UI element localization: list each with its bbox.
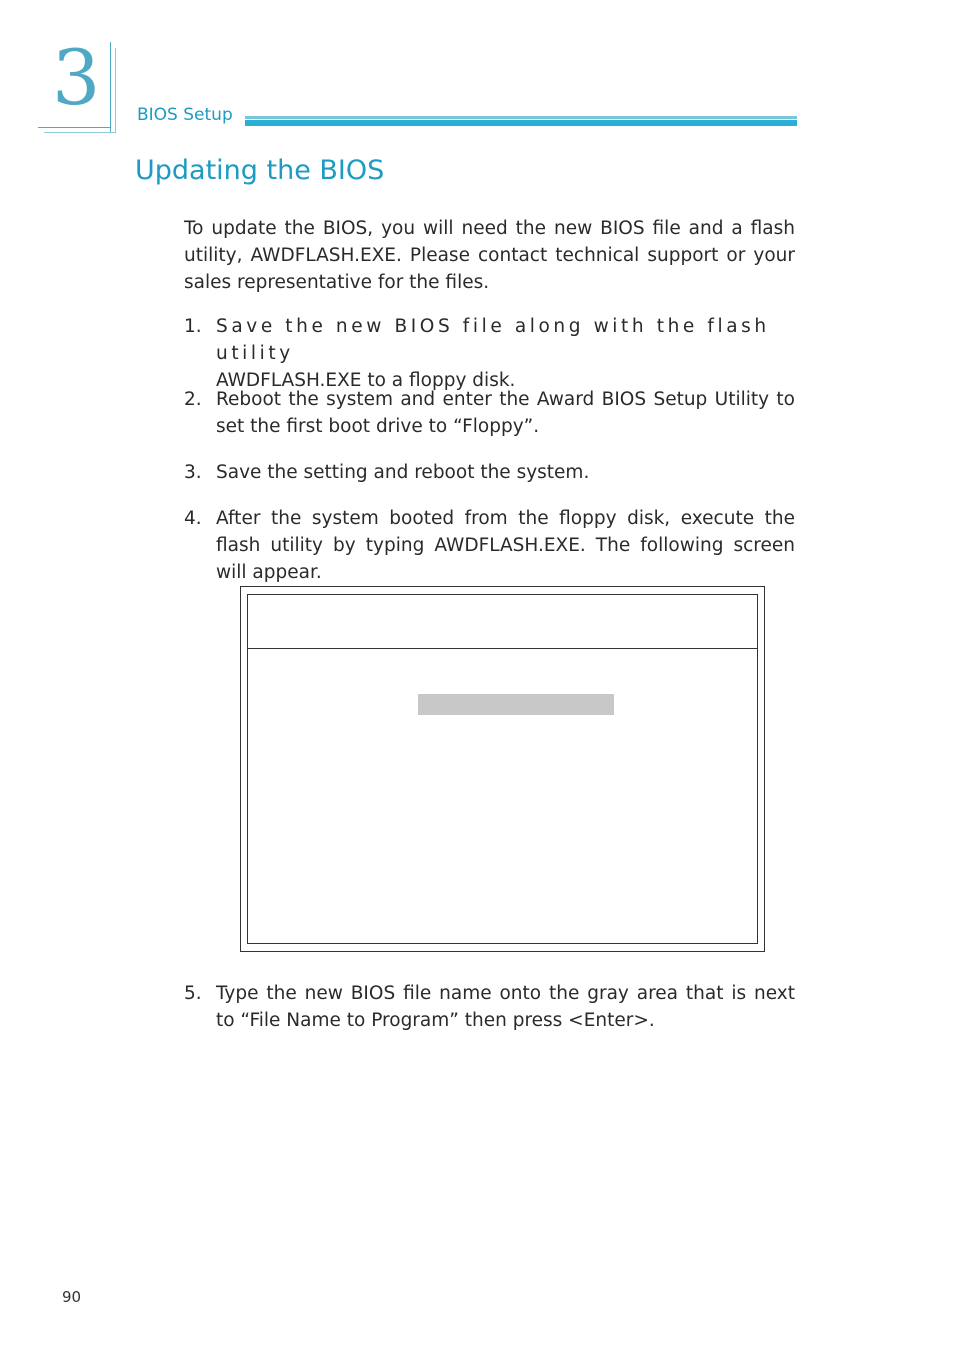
intro-paragraph: To update the BIOS, you will need the new BIOS file and a flash utility, AWDFLASH.EXE. Please contact technical support or your sales representative for the files. [184,218,795,293]
chapter-frame-line [44,132,116,133]
step-number: 1. [184,316,202,337]
chapter-frame-line [38,127,110,128]
step-text: Save the setting and reboot the system. [216,462,590,483]
page-number: 90 [62,1288,82,1306]
page-title: Updating the BIOS [135,155,385,186]
chapter-frame-line [110,42,111,132]
flash-utility-screen [240,586,765,952]
step-number: 4. [184,508,202,529]
step-item [184,980,795,1034]
step-number: 5. [184,983,202,1004]
chapter-number: 3 [52,33,101,122]
step-item [184,459,795,486]
step-item [184,505,795,586]
step-number: 3. [184,462,202,483]
step-item [184,313,795,394]
header-bar [245,116,797,126]
screen-divider [248,648,757,649]
step-text: Type the new BIOS file name onto the gray area that is next to “File Name to Program” then press <Enter>. [216,983,795,1031]
step-item [184,386,795,440]
screen-inner-frame [247,594,758,944]
step-text: Reboot the system and enter the Award BIOS Setup Utility to set the first boot drive to “Floppy”. [216,389,795,437]
step-text: Save the new BIOS file along with the flash utility AWDFLASH.EXE to a floppy disk. [216,316,770,391]
section-label: BIOS Setup [137,105,233,125]
chapter-frame-line [115,48,116,132]
file-name-input-area[interactable] [418,694,614,715]
step-text: After the system booted from the floppy disk, execute the flash utility by typing AWDFLASH.EXE. The following screen will appear. [216,508,795,583]
step-number: 2. [184,389,202,410]
